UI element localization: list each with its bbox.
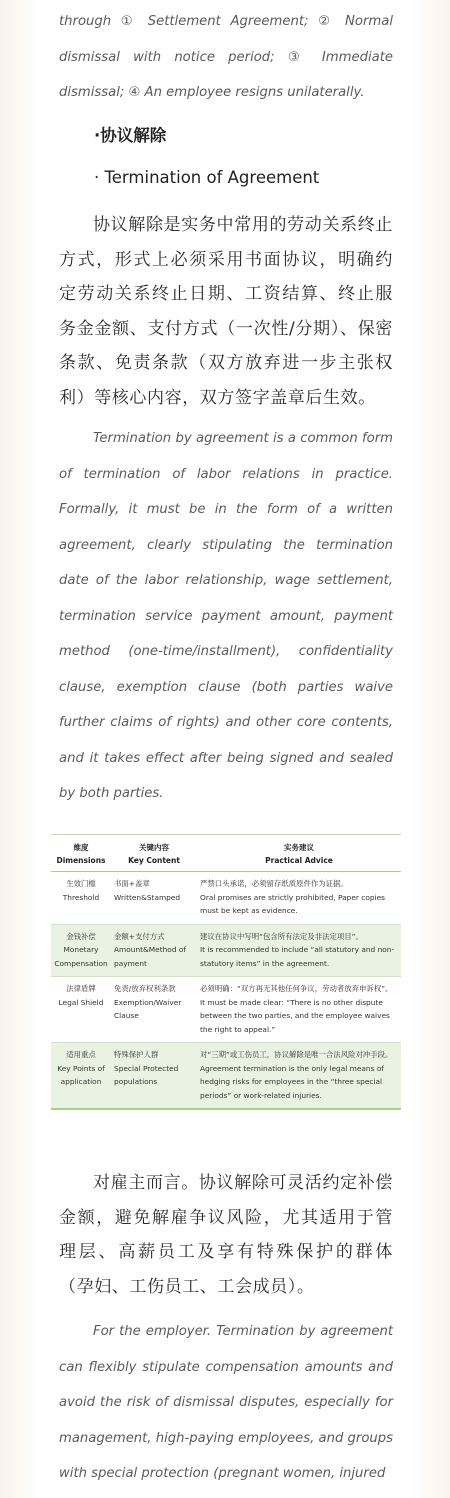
paragraph-2-zh-block xyxy=(59,1166,393,1304)
paragraph-1-zh: 协议解除是实务中常用的劳动关系终止方式，形式上必须采用书面协议，明确约定劳动关系终止日期、工资结算、终止服务金金额、支付方式（一次性/分期）、保密条款、免责条款（双方放弃进一步主张权利）等核心内容，双方签字盖章后生效。 xyxy=(59,215,393,408)
table-cell-dimension: 生效门槛 Threshold xyxy=(51,872,111,925)
table-cell-dimension: 金钱补偿 Monetary Compensation xyxy=(51,924,111,977)
paragraph-1-en-block xyxy=(59,421,393,812)
table-cell-key-content: 特殊保护人群 Special Protected populations xyxy=(111,1043,197,1110)
section-heading-en: · Termination of Agreement xyxy=(94,168,320,187)
table-row xyxy=(51,872,401,925)
table-cell-key-content: 金额+支付方式 Amount&Method of payment xyxy=(111,924,197,977)
table-row xyxy=(51,924,401,977)
table-row xyxy=(51,1043,401,1110)
table-row xyxy=(51,977,401,1043)
paragraph-2-en: For the employer. Termination by agreement can flexibly stipulate compensation amounts and avoid the risk of dismissal disputes, especially for management, high-paying employees, and groups with special protection (pregnant women, injured xyxy=(59,1324,393,1481)
table-cell-dimension: 法律盾牌 Legal Shield xyxy=(51,977,111,1043)
table-header-dimensions: 维度 Dimensions xyxy=(51,835,111,872)
table-cell-dimension: 适用重点 Key Points of application xyxy=(51,1043,111,1110)
table-header-row xyxy=(51,835,401,872)
intro-block xyxy=(59,4,393,111)
table-cell-advice: 必须明确：“双方再无其他任何争议，劳动者放弃申诉权”。 It must be made clear: “There is no other dispute between the two parties, and the employee waives the right to appeal.” xyxy=(197,977,401,1043)
table-cell-advice: 严禁口头承诺，必须留存纸质原件作为证据。 Oral promises are strictly prohibited, Paper copies must be kept as evidence. xyxy=(197,872,401,925)
paragraph-2-zh: 对雇主而言。协议解除可灵活约定补偿金额，避免解雇争议风险，尤其适用于管理层、高薪员工及享有特殊保护的群体（孕妇、工伤员工、工会成员）。 xyxy=(59,1173,393,1297)
paragraph-1-en: Termination by agreement is a common form of termination of labor relations in practice. Formally, it must be in the form of a written agreement, clearly stipulating the termination date of the labor relationship, wage settlement, termination service payment amount, payment method (one-time/installment), confidentiality clause, exemption clause (both parties waive further claims of rights) and other core contents, and it takes effect after being signed and sealed by both parties. xyxy=(59,431,393,801)
table-header-key-content: 关键内容 Key Content xyxy=(111,835,197,872)
table-header-practical-advice: 实务建议 Practical Advice xyxy=(197,835,401,872)
table-cell-advice: 对“三期”或工伤员工，协议解除是唯一合法风险对冲手段。 Agreement termination is the only legal means of hedging risks for employees in the “three special periods” or work-related injuries. xyxy=(197,1043,401,1110)
paragraph-1-zh-block xyxy=(59,208,393,415)
paragraph-2-en-block xyxy=(59,1314,393,1492)
section-heading-zh: ·协议解除 xyxy=(94,126,167,145)
intro-paragraph-en: through ① Settlement Agreement; ② Normal dismissal with notice period; ③ Immediate dismissal; ④ An employee resigns unilaterally. xyxy=(59,14,393,100)
table-cell-key-content: 免责/放弃权利条款 Exemption/Waiver Clause xyxy=(111,977,197,1043)
comparison-table xyxy=(51,834,401,1110)
table-cell-key-content: 书面+盖章 Written&Stamped xyxy=(111,872,197,925)
table-cell-advice: 建议在协议中写明“包含所有法定及非法定项目”。 It is recommended to include “all statutory and non-statutory items” in the agreement. xyxy=(197,924,401,977)
